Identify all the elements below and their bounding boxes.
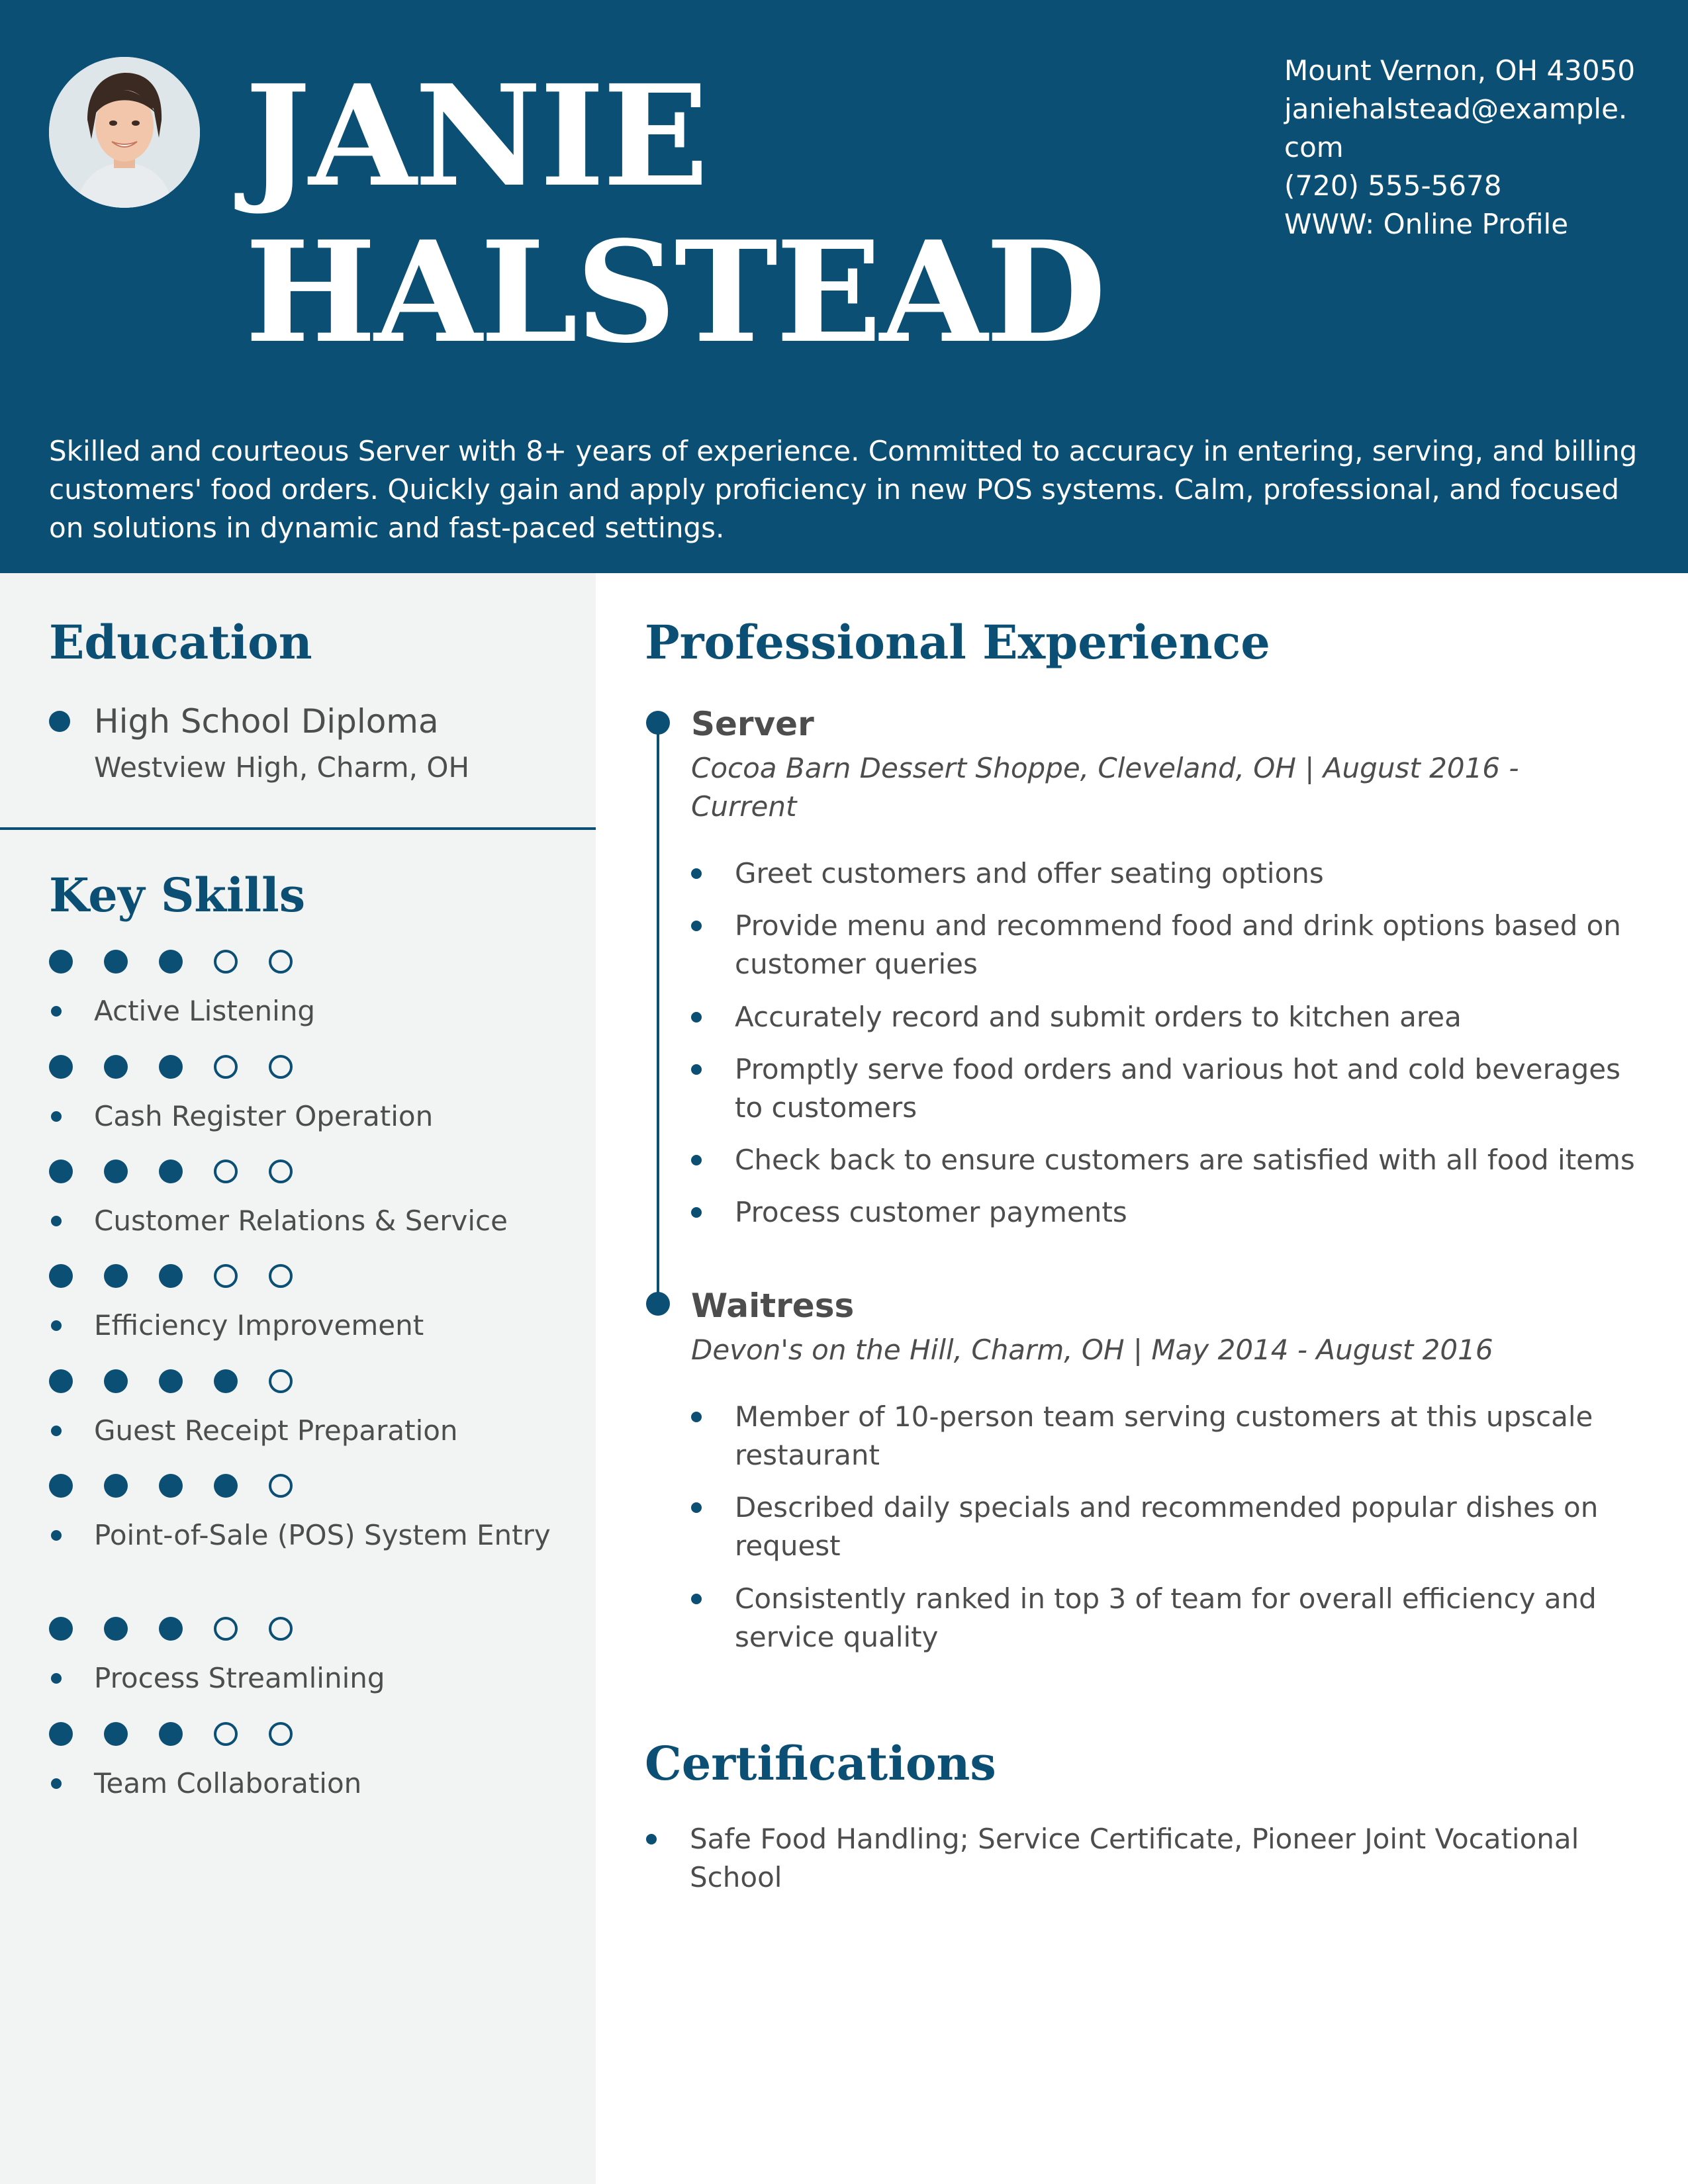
job-company-dates: Devon's on the Hill, Charm, OH | May 2014 - August 2016 [691, 1334, 1493, 1366]
rating-dot-filled-icon [214, 1369, 238, 1393]
rating-dot-filled-icon [104, 1160, 128, 1183]
education-school: Westview High, Charm, OH [94, 751, 470, 784]
candidate-name [245, 54, 1105, 374]
bullet-icon [691, 868, 702, 879]
professional-summary: Skilled and courteous Server with 8+ years of experience. Committed to accuracy in entering, serving, and billing customers' food orders. Quickly gain and apply proficiency in new POS systems. Calm, professional, and focused on solutions in dynamic and fast-paced settings. [49, 435, 1638, 544]
job-duty: Process customer payments [735, 1196, 1127, 1228]
sidebar-divider [0, 827, 596, 830]
contact-address: Mount Vernon, OH 43050 [1284, 54, 1636, 87]
rating-dot-empty-icon [269, 1369, 293, 1393]
rating-dot-filled-icon [104, 1617, 128, 1641]
bullet-icon [646, 1834, 657, 1844]
rating-dot-filled-icon [104, 1264, 128, 1288]
first-name: JANIE [245, 54, 707, 218]
rating-dot-filled-icon [104, 1055, 128, 1079]
rating-dot-filled-icon [49, 1055, 73, 1079]
rating-dot-filled-icon [104, 950, 128, 974]
rating-dot-filled-icon [49, 1722, 73, 1746]
job-duty: Member of 10-person team serving customers at this upscale restaurant [735, 1400, 1593, 1471]
education-heading: Education [49, 615, 312, 670]
skill-bullet-icon [51, 1426, 62, 1436]
job-company-dates: Cocoa Barn Dessert Shoppe, Cleveland, OH | August 2016 - Current [691, 752, 1519, 823]
rating-dot-filled-icon [104, 1369, 128, 1393]
rating-dot-empty-icon [214, 1617, 238, 1641]
rating-dot-filled-icon [159, 1474, 183, 1498]
rating-dot-filled-icon [159, 950, 183, 974]
bullet-icon [691, 1155, 702, 1165]
bullet-icon [691, 1207, 702, 1218]
rating-dot-filled-icon [159, 1160, 183, 1183]
skill-name: Process Streamlining [94, 1662, 385, 1694]
bullet-icon [691, 1012, 702, 1023]
left-sidebar [0, 573, 596, 2184]
job-title: Waitress [691, 1287, 855, 1325]
education-degree: High School Diploma [94, 702, 439, 741]
rating-dot-empty-icon [269, 1055, 293, 1079]
rating-dot-empty-icon [269, 1722, 293, 1746]
profile-photo [49, 57, 200, 208]
skill-name: Team Collaboration [94, 1767, 362, 1799]
profile-photo-illustration [49, 57, 200, 208]
rating-dot-empty-icon [214, 950, 238, 974]
job-duty: Provide menu and recommend food and drink options based on customer queries [735, 909, 1621, 980]
skill-bullet-icon [51, 1216, 62, 1226]
skill-name: Guest Receipt Preparation [94, 1414, 458, 1447]
rating-dot-filled-icon [49, 1474, 73, 1498]
skill-bullet-icon [51, 1530, 62, 1541]
rating-dot-empty-icon [214, 1055, 238, 1079]
rating-dot-filled-icon [159, 1722, 183, 1746]
skill-name: Efficiency Improvement [94, 1309, 424, 1342]
skill-bullet-icon [51, 1673, 62, 1684]
experience-timeline [657, 723, 659, 1305]
education-bullet-icon [49, 711, 70, 732]
job-duty: Consistently ranked in top 3 of team for overall efficiency and service quality [735, 1582, 1597, 1653]
rating-dot-empty-icon [269, 950, 293, 974]
rating-dot-filled-icon [49, 1160, 73, 1183]
rating-dot-empty-icon [269, 1474, 293, 1498]
rating-dot-filled-icon [159, 1617, 183, 1641]
job-title: Server [691, 705, 814, 743]
resume-header [0, 0, 1688, 573]
timeline-marker-icon [646, 711, 670, 735]
rating-dot-empty-icon [214, 1160, 238, 1183]
bullet-icon [691, 1502, 702, 1513]
certifications-heading: Certifications [645, 1736, 996, 1791]
rating-dot-filled-icon [49, 1617, 73, 1641]
rating-dot-filled-icon [159, 1055, 183, 1079]
rating-dot-filled-icon [104, 1474, 128, 1498]
contact-email-line-2[interactable]: com [1284, 131, 1344, 163]
job-duty: Accurately record and submit orders to kitchen area [735, 1001, 1462, 1033]
job-duty: Promptly serve food orders and various hot and cold beverages to customers [735, 1053, 1620, 1124]
certification-item: Safe Food Handling; Service Certificate, Pioneer Joint Vocational School [690, 1823, 1579, 1893]
bullet-icon [691, 921, 702, 931]
job-duty: Check back to ensure customers are satisfied with all food items [735, 1144, 1635, 1176]
rating-dot-empty-icon [214, 1722, 238, 1746]
contact-email-line-1[interactable]: janiehalstead@example. [1284, 93, 1628, 125]
timeline-marker-icon [646, 1292, 670, 1316]
bullet-icon [691, 1064, 702, 1075]
job-duty: Described daily specials and recommended popular dishes on request [735, 1491, 1599, 1562]
rating-dot-filled-icon [49, 950, 73, 974]
rating-dot-filled-icon [214, 1474, 238, 1498]
last-name: HALSTEAD [245, 210, 1105, 374]
rating-dot-filled-icon [49, 1369, 73, 1393]
skill-name: Active Listening [94, 995, 316, 1027]
rating-dot-empty-icon [214, 1264, 238, 1288]
skill-bullet-icon [51, 1111, 62, 1122]
skill-name: Cash Register Operation [94, 1100, 434, 1132]
contact-phone: (720) 555-5678 [1284, 169, 1502, 202]
skill-bullet-icon [51, 1778, 62, 1789]
rating-dot-filled-icon [159, 1369, 183, 1393]
rating-dot-filled-icon [104, 1722, 128, 1746]
job-duty: Greet customers and offer seating options [735, 857, 1324, 889]
bullet-icon [691, 1412, 702, 1422]
rating-dot-filled-icon [159, 1264, 183, 1288]
experience-heading: Professional Experience [645, 615, 1270, 670]
rating-dot-empty-icon [269, 1160, 293, 1183]
skill-name: Point-of-Sale (POS) System Entry [94, 1519, 551, 1551]
skill-name: Customer Relations & Service [94, 1205, 508, 1237]
skill-bullet-icon [51, 1006, 62, 1017]
rating-dot-empty-icon [269, 1264, 293, 1288]
contact-website[interactable]: WWW: Online Profile [1284, 208, 1569, 240]
contact-info [1284, 52, 1655, 244]
bullet-icon [691, 1594, 702, 1604]
skill-bullet-icon [51, 1320, 62, 1331]
rating-dot-filled-icon [49, 1264, 73, 1288]
rating-dot-empty-icon [269, 1617, 293, 1641]
key-skills-heading: Key Skills [49, 868, 306, 923]
